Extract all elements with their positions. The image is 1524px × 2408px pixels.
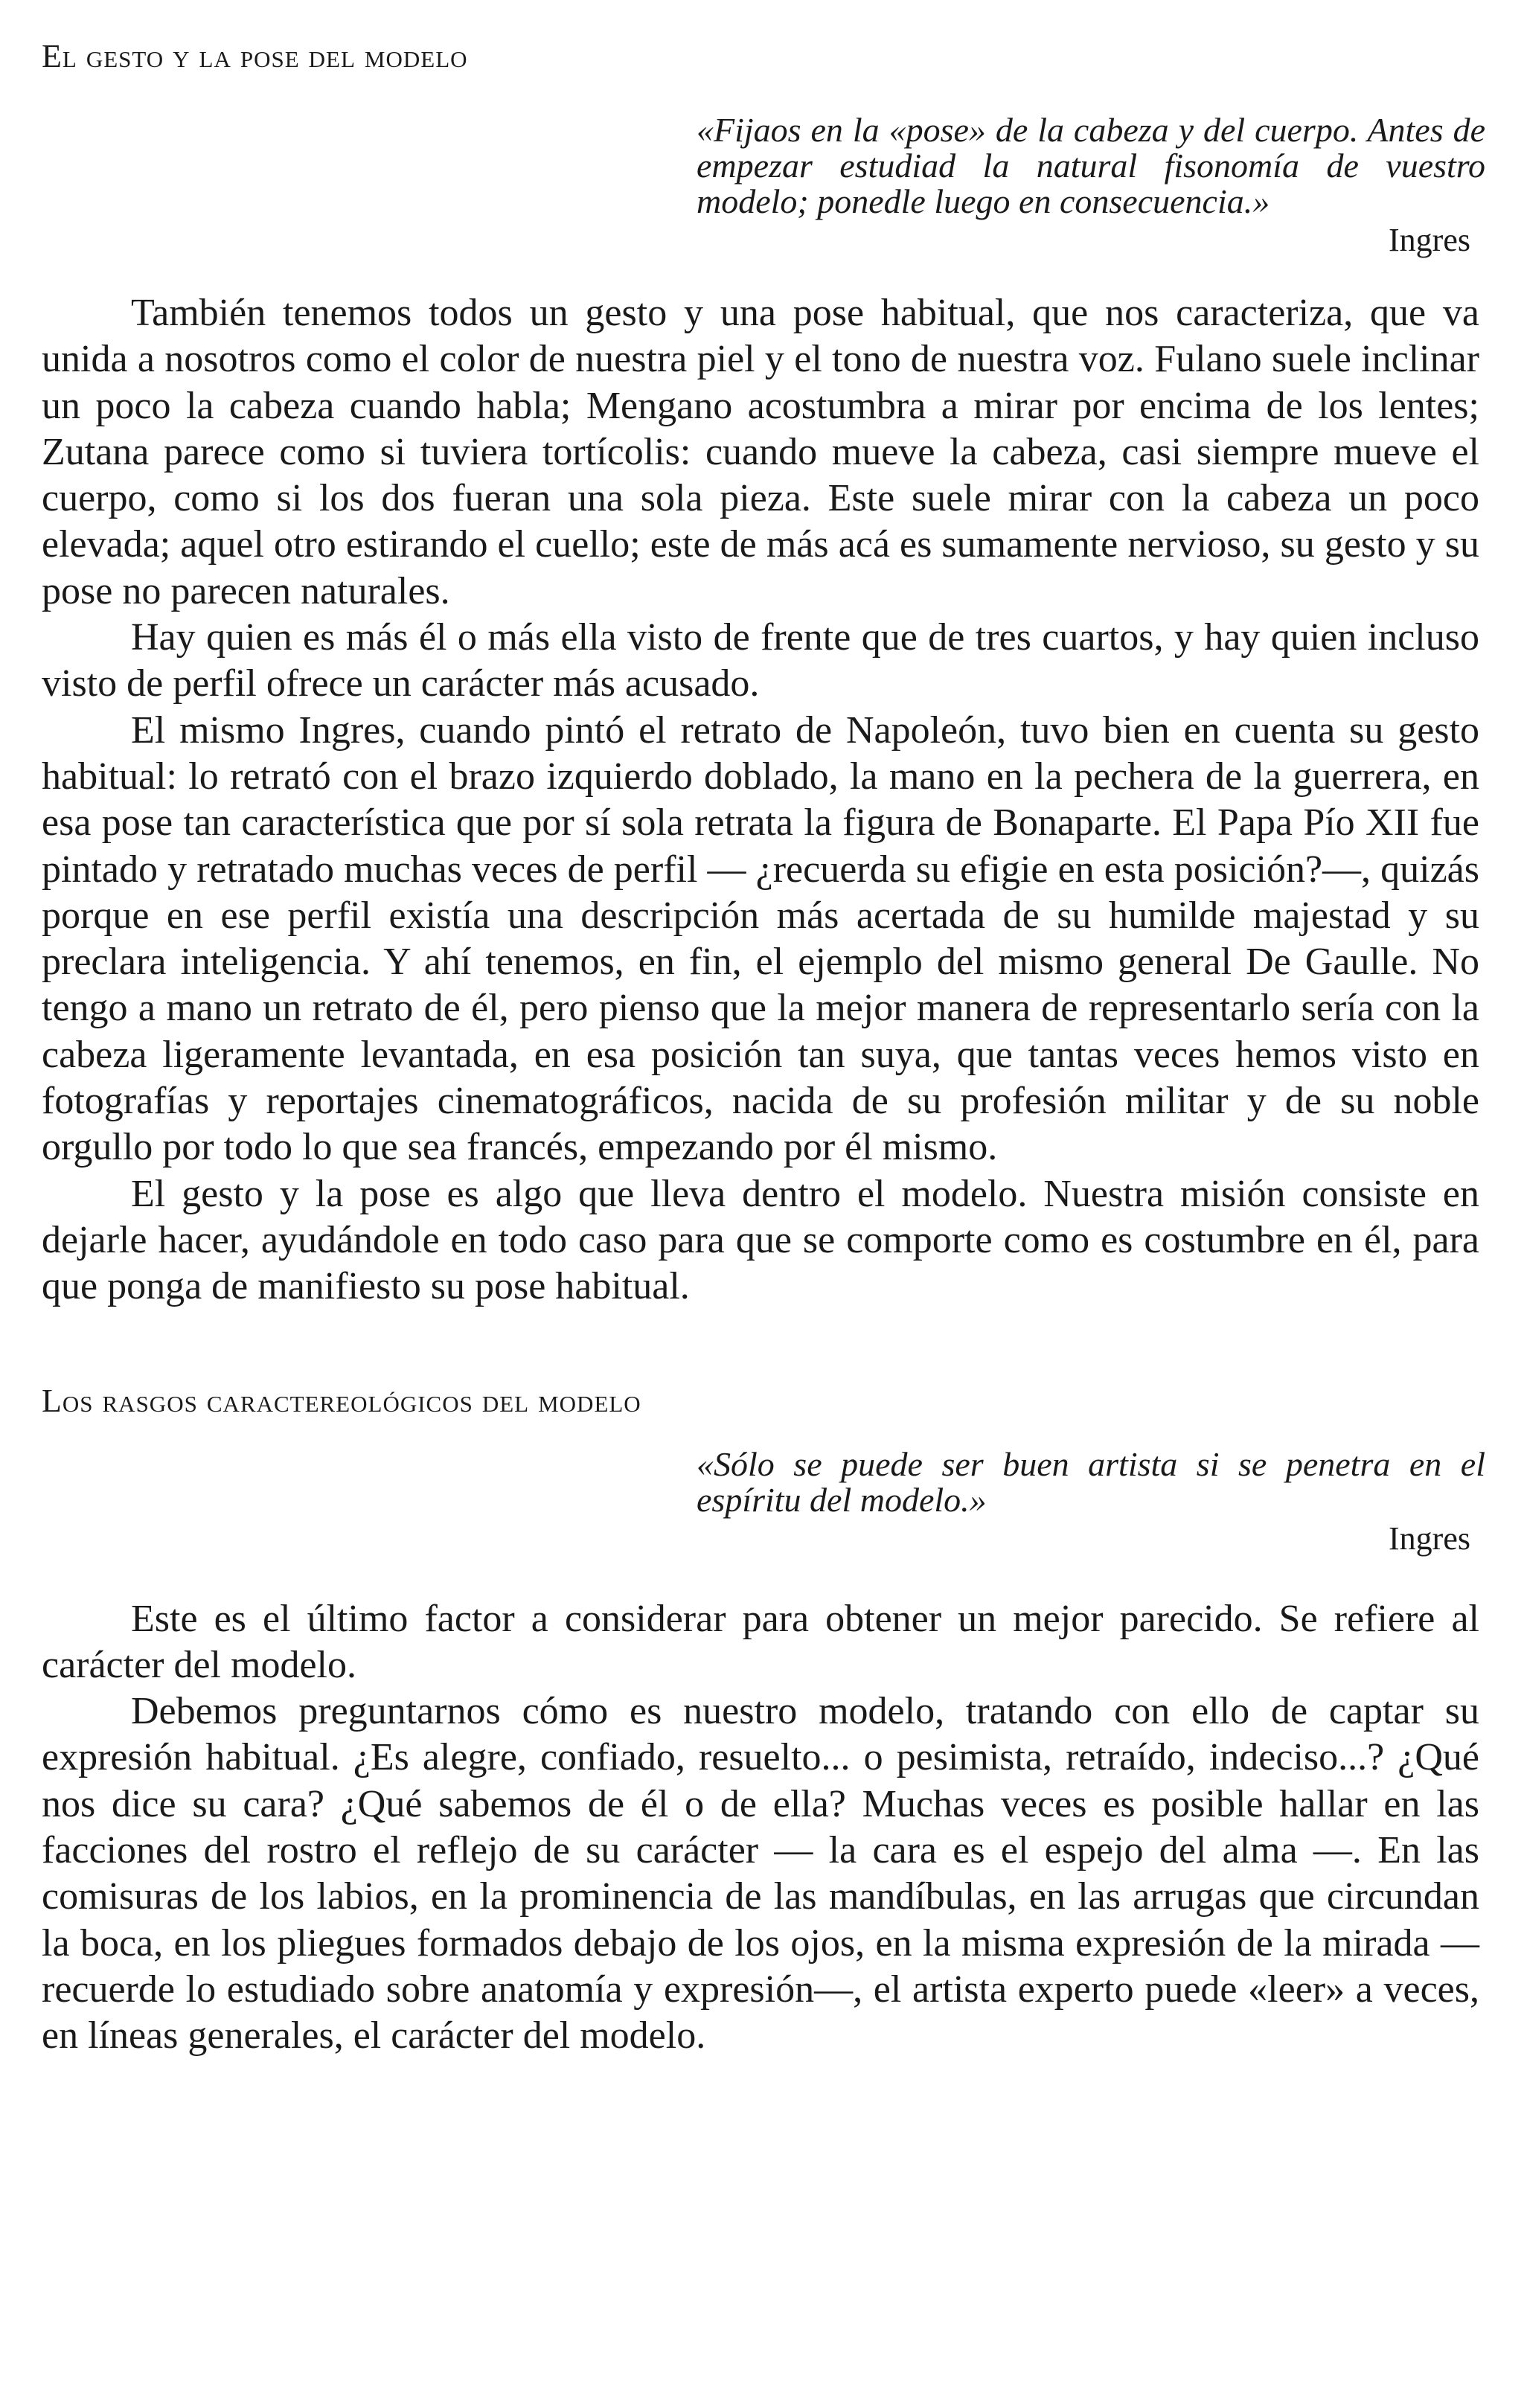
paragraph: Debemos preguntarnos cómo es nuestro modelo, tratando con ello de captar su expresión habitual. ¿Es alegre, confiado, resuelto... o pesimista, retraído, indeciso...? ¿Qué nos dice su cara? ¿Qué sabemos de él o de ella? Muchas veces es posible hallar en las facciones del rostro el reflejo de su carácter — la cara es el espejo del alma —. En las comisuras de los labios, en la prominencia de las mandíbulas, en las arrugas que circundan la boca, en los pliegues formados debajo de los ojos, en la misma expresión de la mirada — recuerde lo estudiado sobre anatomía y expresión—, el artista experto puede «leer» a veces, en líneas generales, el carácter del modelo. bbox=[42, 1690, 1479, 2058]
epigraph-quote: «Fijaos en la «pose» de la cabeza y del cuerpo. Antes de empezar estudiad la natural fisonomía de vuestro modelo; ponedle luego en consecuencia.» bbox=[697, 111, 1485, 220]
epigraph bbox=[697, 1444, 1485, 1557]
section-body bbox=[42, 1596, 1479, 2060]
section-heading: El gesto y la pose del modelo bbox=[42, 38, 468, 74]
paragraph: El gesto y la pose es algo que lleva dentro el modelo. Nuestra misión consiste en dejarle hacer, ayudándole en todo caso para que se comporte como es costumbre en él, para que ponga de manifiesto su pose habitual. bbox=[42, 1172, 1479, 1308]
section-body bbox=[42, 290, 1479, 1310]
paragraph: También tenemos todos un gesto y una pose habitual, que nos caracteriza, que va unida a nosotros como el color de nuestra piel y el tono de nuestra voz. Fulano suele inclinar un poco la cabeza cuando habla; Mengano acostumbra a mirar por encima de los lentes; Zutana parece como si tuviera tortícolis: cuando mueve la cabeza, casi siempre mueve el cuerpo, como si los dos fueran una sola pieza. Este suele mirar con la cabeza un poco elevada; aquel otro estirando el cuello; este de más acá es sumamente nervioso, su gesto y su pose no parecen naturales. bbox=[42, 292, 1479, 612]
epigraph bbox=[697, 112, 1485, 259]
paragraph: Este es el último factor a considerar para obtener un mejor parecido. Se refiere al carácter del modelo. bbox=[42, 1597, 1479, 1686]
epigraph-author: Ingres bbox=[1389, 222, 1470, 258]
epigraph-author: Ingres bbox=[1389, 1520, 1470, 1557]
epigraph-quote: «Sólo se puede ser buen artista si se penetra en el espíritu del modelo.» bbox=[697, 1444, 1485, 1519]
section-heading: Los rasgos caractereológicos del modelo bbox=[42, 1382, 641, 1419]
paragraph: El mismo Ingres, cuando pintó el retrato de Napoleón, tuvo bien en cuenta su gesto habitual: lo retrató con el brazo izquierdo doblado, la mano en la pechera de la guerrera, en esa pose tan característica que por sí sola retrata la figura de Bonaparte. El Papa Pío XII fue pintado y retratado muchas veces de perfil — ¿recuerda su efigie en esta posición?—, quizás porque en ese perfil existía una descripción más acertada de su humilde majestad y su preclara inteligencia. Y ahí tenemos, en fin, el ejemplo del mismo general De Gaulle. No tengo a mano un retrato de él, pero pienso que la mejor manera de representarlo sería con la cabeza ligeramente levantada, en esa posición tan suya, que tantas veces hemos visto en fotografías y reportajes cinematográficos, nacida de su profesión militar y de su noble orgullo por todo lo que sea francés, empezando por él mismo. bbox=[42, 708, 1479, 1169]
paragraph: Hay quien es más él o más ella visto de frente que de tres cuartos, y hay quien incluso visto de perfil ofrece un carácter más acusado. bbox=[42, 616, 1479, 705]
